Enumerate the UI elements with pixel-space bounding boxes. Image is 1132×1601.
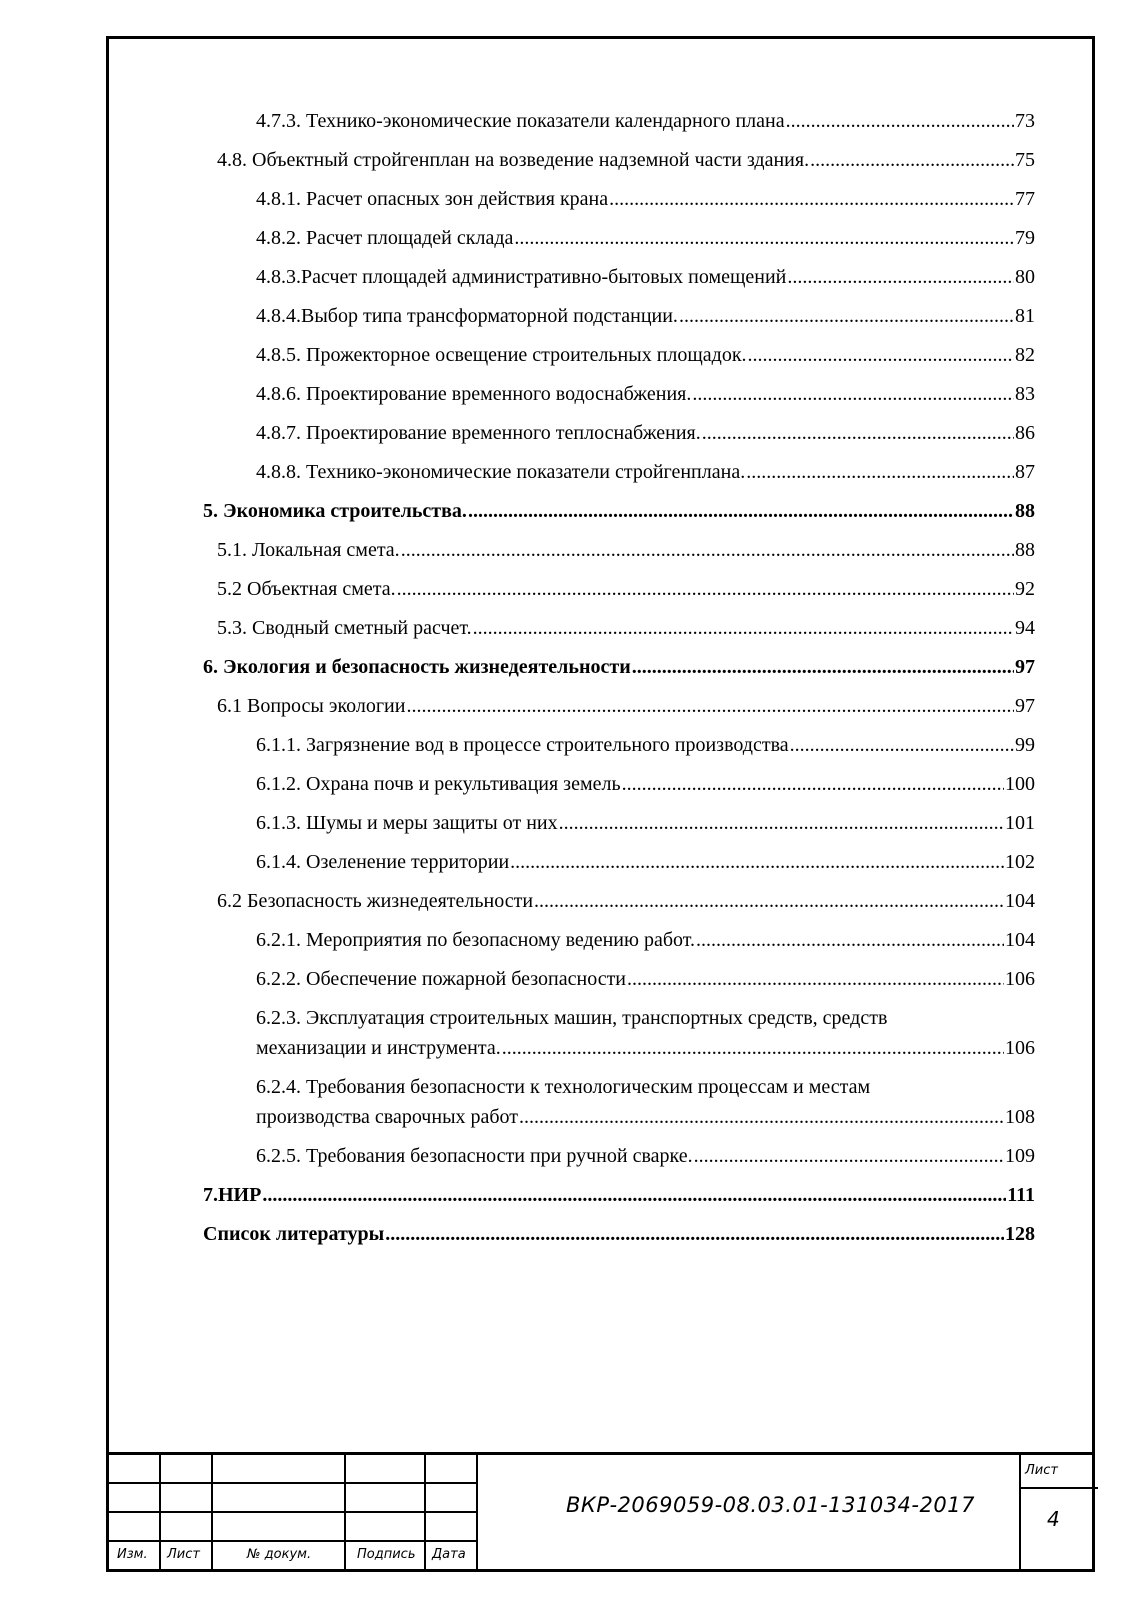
toc-entry-page: 83 xyxy=(1015,383,1035,405)
toc-entry[interactable] xyxy=(256,1144,1035,1168)
leader-dots xyxy=(397,577,1014,601)
toc-entry-title: 6.1.4. Озеленение территории xyxy=(256,851,510,873)
leader-dots xyxy=(692,382,1014,406)
doc-number-label: № докум. xyxy=(247,1547,312,1562)
toc-entry[interactable] xyxy=(217,538,1035,562)
toc-entry-title: 6.2.2. Обеспечение пожарной безопасности xyxy=(256,968,627,990)
leader-dots xyxy=(810,148,1014,172)
toc-entry-title-cont: механизации и инструмента. xyxy=(256,1037,501,1059)
toc-entry-title: 6.2 Безопасность жизнедеятельности xyxy=(217,890,534,912)
toc-entry-page: 81 xyxy=(1015,305,1035,327)
toc-entry[interactable] xyxy=(217,694,1035,718)
toc-entry-page: 86 xyxy=(1015,422,1035,444)
toc-entry-line1 xyxy=(256,1075,870,1099)
toc-entry-title: 5.3. Сводный сметный расчет. xyxy=(217,617,472,639)
izm-label: Изм. xyxy=(117,1547,148,1562)
leader-dots xyxy=(679,304,1014,328)
toc-entry[interactable] xyxy=(203,655,1035,679)
toc-entry-title: 4.8.1. Расчет опасных зон действия крана xyxy=(256,188,609,210)
toc-entry-title: 6.1.1. Загрязнение вод в процессе строительного производства xyxy=(256,734,789,756)
leader-dots xyxy=(609,187,1014,211)
toc-entry-title: Список литературы xyxy=(203,1223,385,1245)
leader-dots xyxy=(510,850,1004,874)
toc-entry[interactable] xyxy=(256,928,1035,952)
toc-entry-title: 4.8.7. Проектирование временного теплоснабжения. xyxy=(256,422,701,444)
leader-dots xyxy=(622,772,1004,796)
toc-entry-title: 5. Экономика строительства. xyxy=(203,500,467,522)
toc-entry-page: 97 xyxy=(1015,656,1035,678)
leader-dots xyxy=(748,343,1014,367)
toc-entry-line1 xyxy=(256,1006,887,1030)
toc-entry-page: 92 xyxy=(1015,578,1035,600)
leader-dots xyxy=(534,889,1004,913)
toc-entry[interactable] xyxy=(256,382,1035,406)
toc-entry-title: 4.8. Объектный стройгенплан на возведение надземной части здания. xyxy=(217,149,810,171)
toc-entry[interactable] xyxy=(256,187,1035,211)
toc-entry-page: 80 xyxy=(1015,266,1035,288)
toc-entry-page: 106 xyxy=(1005,968,1035,990)
toc-entry-page: 104 xyxy=(1005,890,1035,912)
leader-dots xyxy=(694,1144,1004,1168)
toc-entry-title: 6.2.3. Эксплуатация строительных машин, транспортных средств, средств xyxy=(256,1007,888,1029)
leader-dots xyxy=(632,655,1014,679)
toc-entry-page: 111 xyxy=(1007,1184,1035,1206)
toc-entry[interactable] xyxy=(203,499,1035,523)
leader-dots xyxy=(406,694,1014,718)
toc-entry[interactable] xyxy=(203,1183,1035,1207)
list-label: Лист xyxy=(167,1547,200,1562)
toc-entry[interactable] xyxy=(256,304,1035,328)
toc-entry-title: 6.2.5. Требования безопасности при ручной сварке. xyxy=(256,1145,693,1167)
page-frame xyxy=(106,36,1095,1572)
leader-dots xyxy=(559,811,1004,835)
leader-dots xyxy=(790,733,1014,757)
toc-entry-title: 5.1. Локальная смета. xyxy=(217,539,400,561)
toc-entry-title: 5.2 Объектная смета. xyxy=(217,578,396,600)
leader-dots xyxy=(786,109,1014,133)
date-label: Дата xyxy=(432,1547,466,1562)
toc-entry-title: 6. Экология и безопасность жизнедеятельности xyxy=(203,656,631,678)
toc-entry-title: 6.2.1. Мероприятия по безопасному ведению работ. xyxy=(256,929,695,951)
toc-entry-title: 6.1.3. Шумы и меры защиты от них xyxy=(256,812,558,834)
toc-entry[interactable] xyxy=(217,577,1035,601)
toc-entry-page: 87 xyxy=(1015,461,1035,483)
leader-dots xyxy=(787,265,1014,289)
leader-dots xyxy=(502,1036,1004,1060)
toc-entry-page: 101 xyxy=(1005,812,1035,834)
toc-entry[interactable] xyxy=(256,733,1035,757)
toc-entry-page: 102 xyxy=(1005,851,1035,873)
toc-entry[interactable] xyxy=(256,343,1035,367)
toc-entry[interactable] xyxy=(217,616,1035,640)
leader-dots xyxy=(468,499,1014,523)
toc-entry-title: 7.НИР xyxy=(203,1184,262,1206)
toc-entry-title: 4.7.3. Технико-экономические показатели календарного плана xyxy=(256,110,785,132)
toc-entry-page: 128 xyxy=(1005,1223,1035,1245)
leader-dots xyxy=(519,1105,1004,1129)
toc-entry[interactable] xyxy=(256,421,1035,445)
toc-entry-title: 6.1.2. Охрана почв и рекультивация земель xyxy=(256,773,621,795)
toc-entry-page: 73 xyxy=(1015,110,1035,132)
toc-entry-title: 4.8.8. Технико-экономические показатели стройгенплана. xyxy=(256,461,746,483)
toc-entry-page: 75 xyxy=(1015,149,1035,171)
toc-entry[interactable] xyxy=(256,811,1035,835)
leader-dots xyxy=(702,421,1014,445)
toc-entry-page: 79 xyxy=(1015,227,1035,249)
toc-entry[interactable] xyxy=(256,226,1035,250)
signature-label: Подпись xyxy=(357,1547,416,1562)
toc-entry[interactable] xyxy=(256,967,1035,991)
sheet-number: 4 xyxy=(1047,1507,1060,1531)
toc-entry-page: 88 xyxy=(1015,500,1035,522)
document-code: ВКР-2069059-08.03.01-131034-2017 xyxy=(566,1493,975,1517)
toc-entry-page: 94 xyxy=(1015,617,1035,639)
toc-entry-title: 4.8.4.Выбор типа трансформаторной подстанции. xyxy=(256,305,678,327)
toc-entry[interactable] xyxy=(256,1105,1035,1129)
toc-entry-page: 109 xyxy=(1005,1145,1035,1167)
toc-entry-page: 99 xyxy=(1015,734,1035,756)
toc-entry-title-cont: производства сварочных работ xyxy=(256,1106,519,1128)
toc-entry-page: 100 xyxy=(1005,773,1035,795)
toc-entry[interactable] xyxy=(256,850,1035,874)
toc-entry-title: 6.1 Вопросы экологии xyxy=(217,695,406,717)
toc-entry-page: 82 xyxy=(1015,344,1035,366)
leader-dots xyxy=(385,1222,1004,1246)
toc-entry-title: 4.8.5. Прожекторное освещение строительных площадок. xyxy=(256,344,747,366)
leader-dots xyxy=(514,226,1014,250)
leader-dots xyxy=(627,967,1004,991)
toc-entry[interactable] xyxy=(217,889,1035,913)
toc-entry[interactable] xyxy=(256,772,1035,796)
toc-entry-page: 108 xyxy=(1005,1106,1035,1128)
leader-dots xyxy=(262,1183,1006,1207)
toc-entry-page: 104 xyxy=(1005,929,1035,951)
toc-entry-page: 77 xyxy=(1015,188,1035,210)
toc-entry[interactable] xyxy=(256,109,1035,133)
toc-entry-page: 106 xyxy=(1005,1037,1035,1059)
toc-entry[interactable] xyxy=(256,460,1035,484)
leader-dots xyxy=(473,616,1014,640)
title-block xyxy=(109,1452,1092,1569)
leader-dots xyxy=(696,928,1004,952)
sheet-label: Лист xyxy=(1025,1463,1058,1478)
toc-entry-title: 4.8.6. Проектирование временного водоснабжения. xyxy=(256,383,692,405)
leader-dots xyxy=(746,460,1014,484)
toc-entry[interactable] xyxy=(256,265,1035,289)
toc-entry[interactable] xyxy=(203,1222,1035,1246)
table-of-contents xyxy=(109,39,1092,1569)
toc-entry[interactable] xyxy=(256,1036,1035,1060)
toc-entry-title: 4.8.2. Расчет площадей склада xyxy=(256,227,514,249)
leader-dots xyxy=(401,538,1014,562)
toc-entry-title: 6.2.4. Требования безопасности к технологическим процессам и местам xyxy=(256,1076,871,1098)
toc-entry[interactable] xyxy=(217,148,1035,172)
toc-entry-title: 4.8.3.Расчет площадей административно-бытовых помещений xyxy=(256,266,787,288)
toc-entry-page: 97 xyxy=(1015,695,1035,717)
toc-entry-page: 88 xyxy=(1015,539,1035,561)
